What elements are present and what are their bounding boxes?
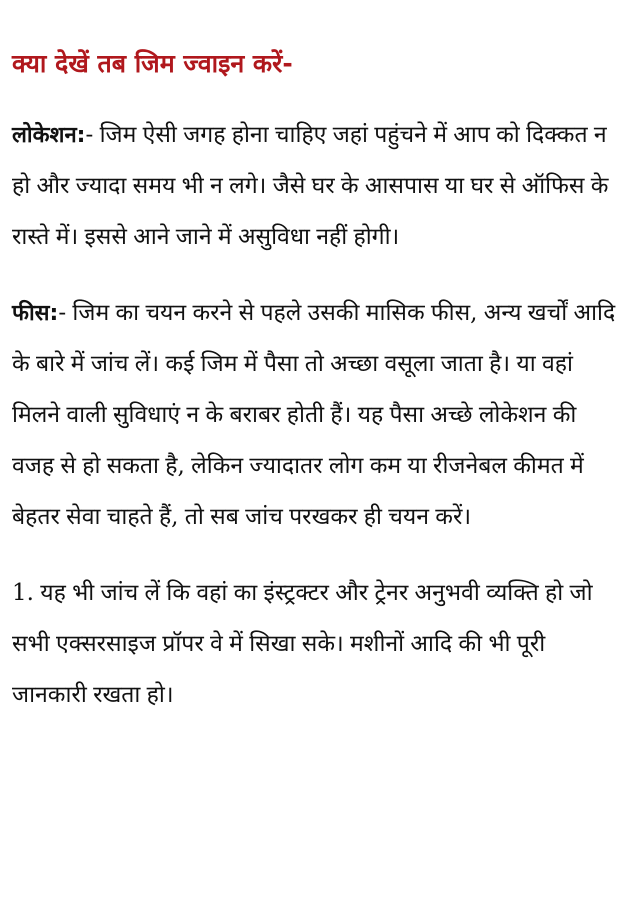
fee-term: फीस: bbox=[12, 301, 59, 326]
list-item-text: यह भी जांच लें कि वहां का इंस्ट्रक्टर और ट्रेनर अनुभवी व्यक्ति हो जो सभी एक्सरसाइज प्रॉपर वे में सिखा सके। मशीनों आदि की भी पूरी जानकारी रखता हो। bbox=[12, 580, 593, 708]
fee-text: - जिम का चयन करने से पहले उसकी मासिक फीस, अन्य खर्चों आदि के बारे में जांच लें। कई जिम में पैसा तो अच्छा वसूला जाता है। या वहां मिलने वाली सुविधाएं न के बराबर होती हैं। यह पैसा अच्छे लोकेशन की वजह से हो सकता है, लेकिन ज्यादातर लोग कम या रीजनेबल कीमत में बेहतर सेवा चाहते हैं, तो सब जांच परखकर ही चयन करें। bbox=[12, 300, 616, 530]
list-item bbox=[12, 568, 616, 721]
section-heading: क्या देखें तब जिम ज्वाइन करें- bbox=[12, 49, 293, 78]
location-term: लोकेशन: bbox=[12, 123, 86, 148]
location-text: - जिम ऐसी जगह होना चाहिए जहां पहुंचने में आप को दिक्कत न हो और ज्यादा समय भी न लगे। जैसे घर के आसपास या घर से ऑफिस के रास्ते में। इससे आने जाने में असुविधा नहीं होगी। bbox=[12, 122, 609, 250]
location-paragraph bbox=[12, 110, 616, 263]
fee-paragraph bbox=[12, 288, 616, 543]
list-item-number: 1. bbox=[12, 580, 34, 606]
